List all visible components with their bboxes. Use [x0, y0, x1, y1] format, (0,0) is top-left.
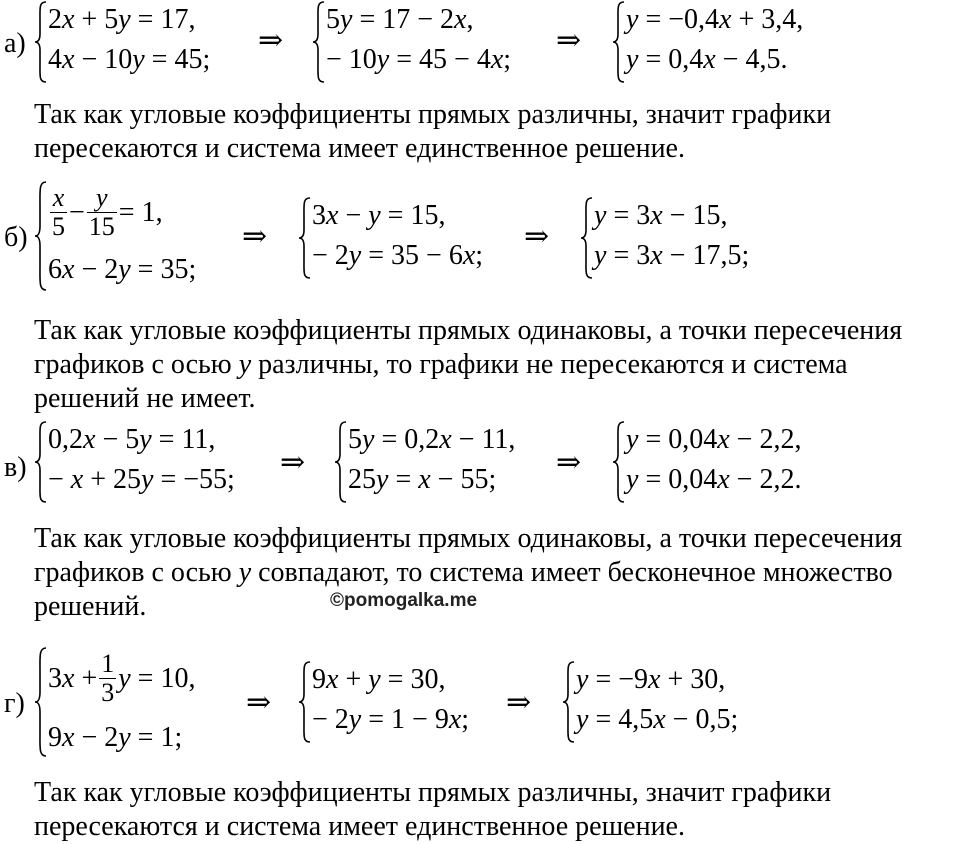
equation: − x + 25y = −55; — [48, 464, 235, 495]
text-line: графиков с осью y различны, то графики не пересекаются и система — [34, 349, 848, 380]
explanation-b — [34, 314, 902, 416]
brace-icon — [34, 420, 48, 504]
text-line: Так как угловые коэффициенты прямых одинаковы, а точки пересечения — [34, 315, 903, 346]
label-a: а) — [4, 28, 26, 59]
system-v-2 — [334, 420, 554, 504]
text-line: графиков с осью y совпадают, то система имеет бесконечное множество — [34, 557, 893, 588]
equation: − 10y = 45 − 4x; — [326, 44, 512, 75]
implies-arrow: ⇒ — [556, 446, 582, 479]
equation: y = 0,4x − 4,5. — [626, 44, 788, 75]
denominator: 5 — [52, 212, 65, 241]
equation: y = 4,5x − 0,5; — [576, 704, 739, 735]
equation: 9x + y = 30, — [312, 664, 446, 695]
equation: 4x − 10y = 45; — [48, 44, 211, 75]
text-line: решений. — [34, 591, 147, 622]
equation: 2x + 5y = 17, — [48, 4, 196, 35]
system-b-3 — [580, 196, 800, 280]
equation: 25y = x − 55; — [348, 464, 497, 495]
brace-icon — [334, 420, 348, 504]
equation: y = 3x − 17,5; — [594, 240, 750, 271]
equation: 5y = 0,2x − 11, — [348, 424, 516, 455]
minus-sign: − — [69, 196, 85, 228]
system-b-2 — [298, 196, 518, 280]
brace-icon — [612, 420, 626, 504]
label-v: в) — [4, 452, 27, 483]
system-a-1 — [34, 0, 264, 84]
text-line: Так как угловые коэффициенты прямых одинаковы, а точки пересечения — [34, 523, 903, 554]
implies-arrow: ⇒ — [524, 220, 550, 253]
equation: y = 0,04x − 2,2, — [626, 424, 802, 455]
denominator: 3 — [101, 678, 115, 707]
system-v-3 — [612, 420, 842, 504]
brace-icon — [312, 0, 326, 84]
system-g-3 — [562, 660, 782, 744]
equation-part: y = 10, — [118, 662, 196, 694]
brace-icon — [34, 180, 48, 292]
text-line: пересекаются и система имеет единственное решение. — [34, 811, 685, 842]
system-b-1 — [34, 180, 254, 292]
equation: y = 0,04x − 2,2. — [626, 464, 802, 495]
equation: 0,2x − 5y = 11, — [48, 424, 216, 455]
watermark: ©pomogalka.me — [330, 590, 478, 611]
implies-arrow: ⇒ — [246, 686, 272, 719]
equation: y = −0,4x + 3,4, — [626, 4, 804, 35]
equation: y = 3x − 15, — [594, 200, 728, 231]
system-g-1 — [34, 646, 254, 758]
text-line: решений не имеет. — [34, 383, 256, 414]
implies-arrow: ⇒ — [280, 446, 306, 479]
equation: − 2y = 1 − 9x; — [312, 704, 470, 735]
brace-icon — [562, 660, 576, 744]
system-a-3 — [612, 0, 842, 84]
fraction — [87, 184, 117, 241]
text-line: Так как угловые коэффициенты прямых различны, значит графики — [34, 99, 832, 130]
explanation-g — [34, 776, 831, 844]
brace-icon — [580, 196, 594, 280]
brace-icon — [298, 660, 312, 744]
numerator: 1 — [101, 649, 115, 678]
brace-icon — [34, 0, 48, 84]
equation: 5y = 17 − 2x, — [326, 4, 474, 35]
equation: y = −9x + 30, — [576, 664, 726, 695]
implies-arrow: ⇒ — [506, 686, 532, 719]
text-line: пересекаются и система имеет единственное решение. — [34, 133, 685, 164]
system-v-1 — [34, 420, 274, 504]
implies-arrow: ⇒ — [556, 24, 582, 57]
fraction — [50, 184, 67, 241]
implies-arrow: ⇒ — [242, 220, 268, 253]
brace-icon — [34, 646, 48, 758]
numerator: x — [50, 184, 67, 213]
implies-arrow: ⇒ — [258, 24, 284, 57]
explanation-a — [34, 98, 831, 166]
numerator: y — [87, 184, 117, 213]
fraction — [99, 650, 116, 707]
equation: 6x − 2y = 35; — [48, 254, 197, 285]
label-g: г) — [4, 688, 25, 719]
system-g-2 — [298, 660, 518, 744]
denominator: 15 — [88, 212, 115, 241]
equation: 3x − y = 15, — [312, 200, 446, 231]
brace-icon — [612, 0, 626, 84]
equation: 9x − 2y = 1; — [48, 722, 183, 753]
system-a-2 — [312, 0, 542, 84]
label-b: б) — [4, 222, 28, 253]
brace-icon — [298, 196, 312, 280]
equation-rest: = 1, — [118, 196, 163, 228]
equation: − 2y = 35 − 6x; — [312, 240, 484, 271]
equation-part: 3x + — [48, 662, 98, 694]
text-line: Так как угловые коэффициенты прямых различны, значит графики — [34, 777, 832, 808]
